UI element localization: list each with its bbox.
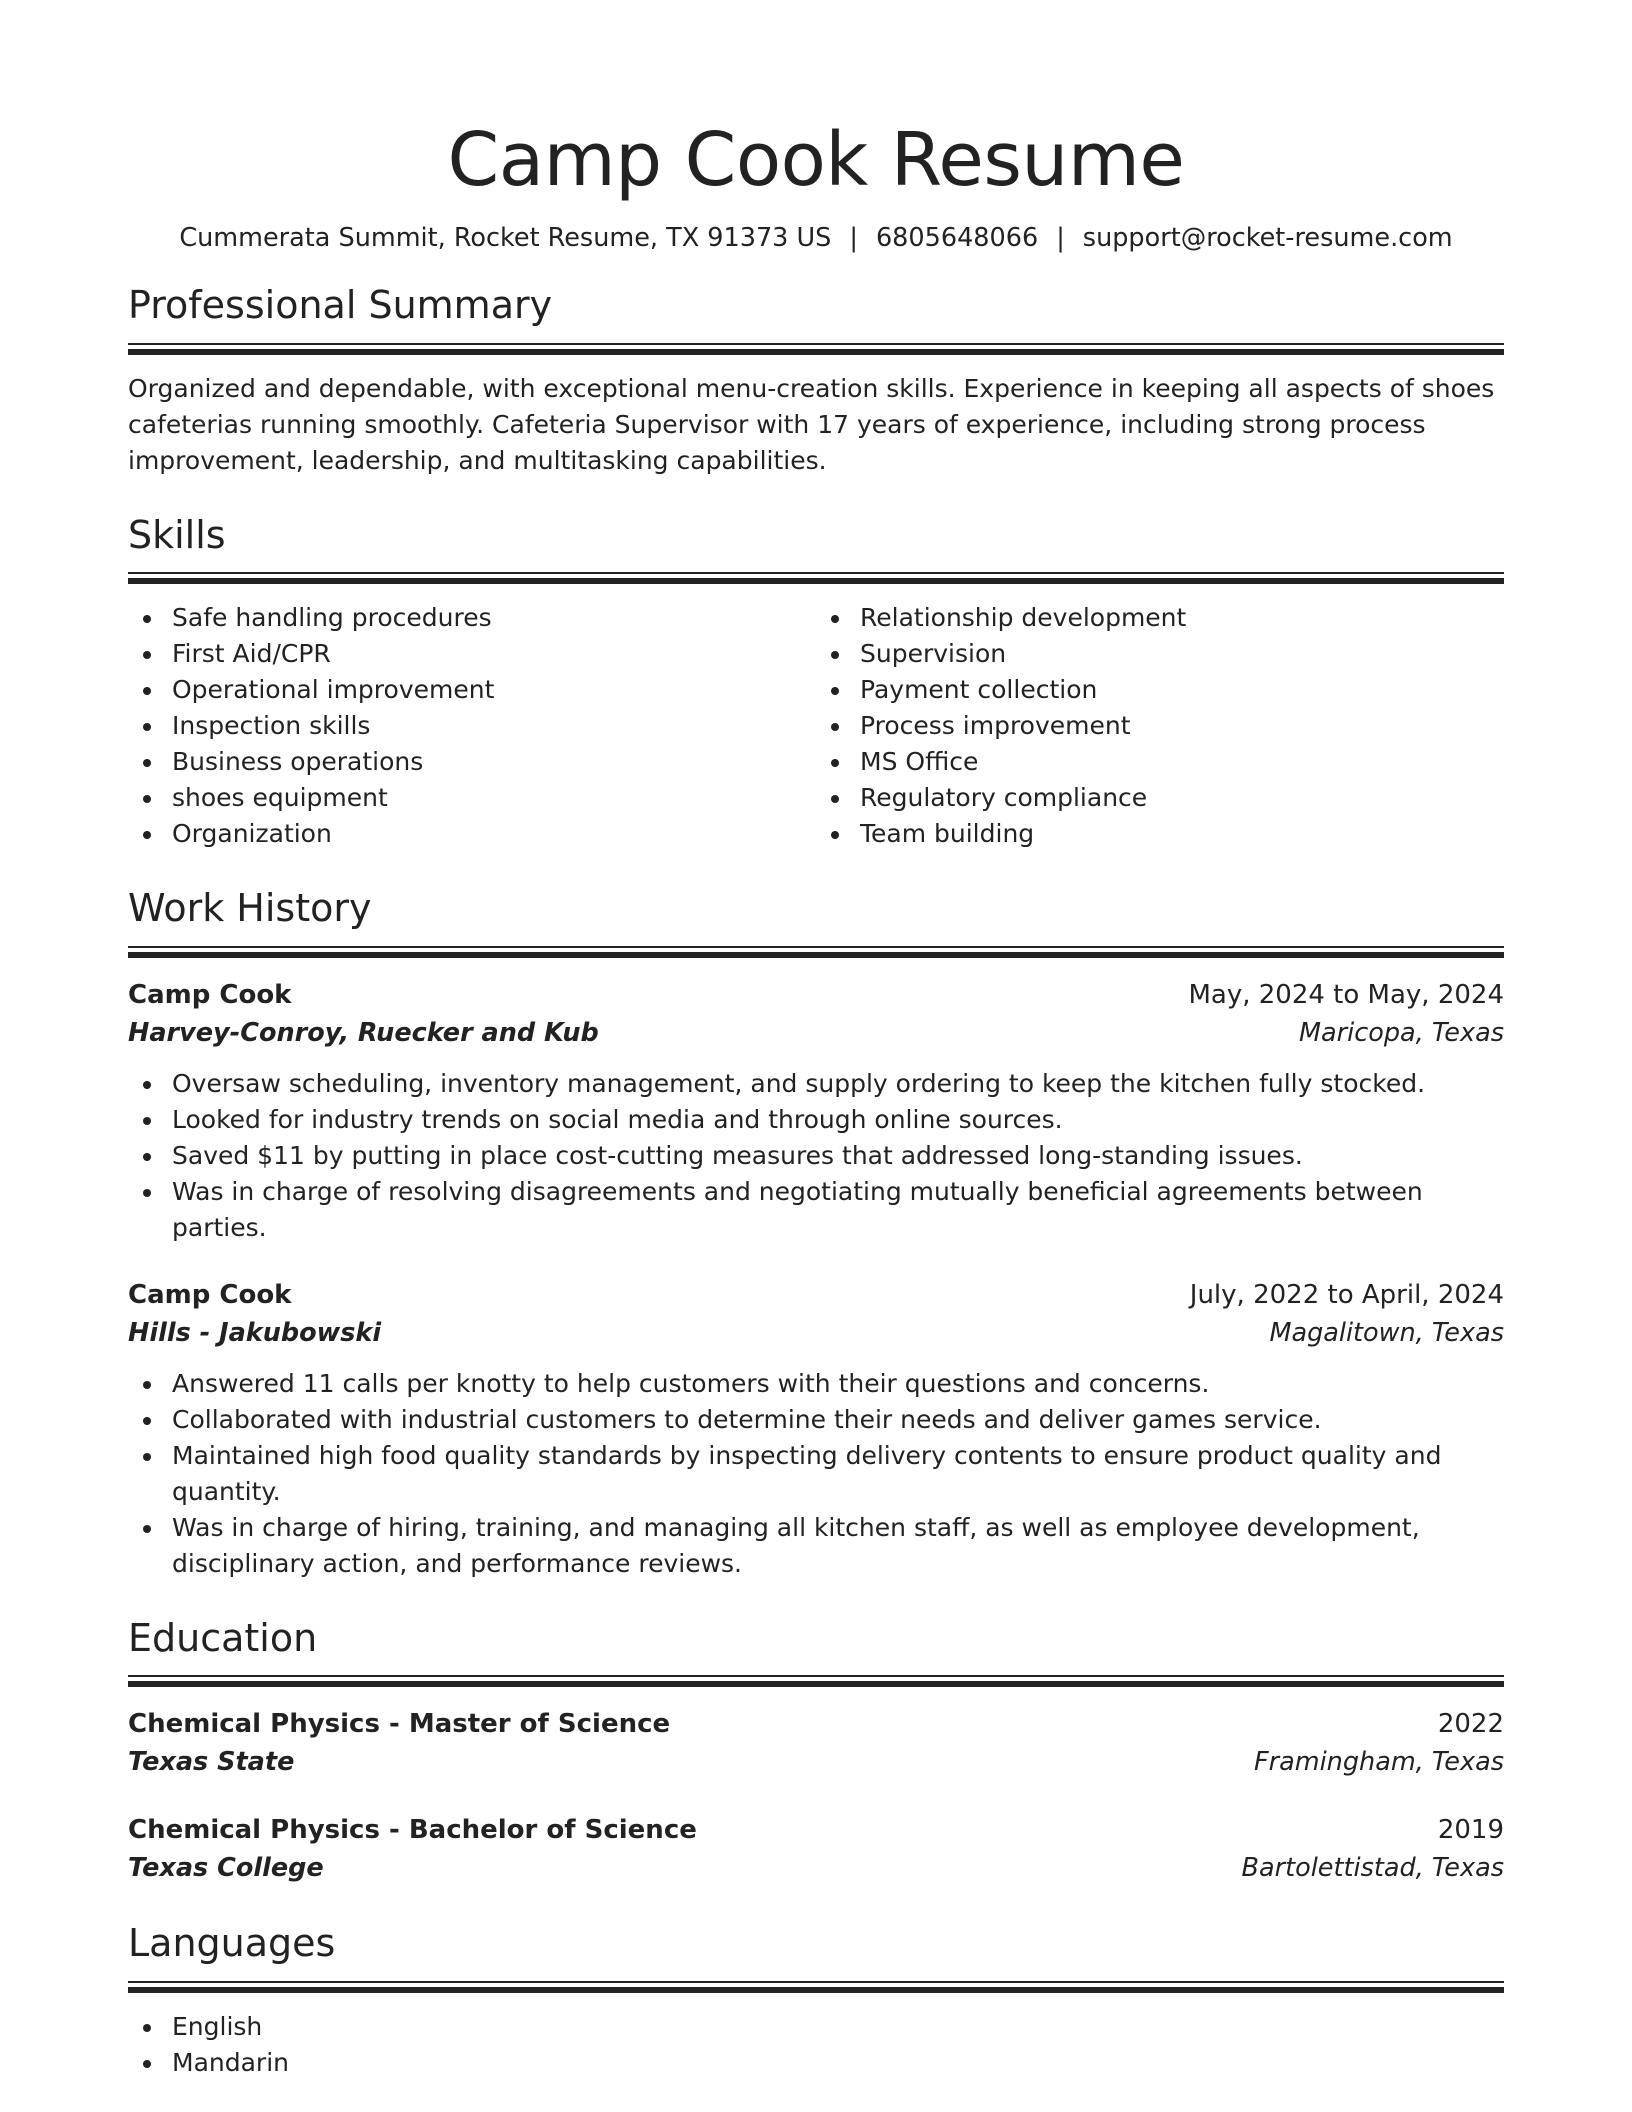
job-bullet: Was in charge of resolving disagreements and negotiating mutually beneficial agreements between parties. — [128, 1174, 1504, 1246]
skills-grid — [128, 600, 1504, 852]
section-divider — [128, 946, 1504, 958]
section-divider — [128, 1675, 1504, 1687]
job-title: Camp Cook — [128, 979, 292, 1010]
education-location: Framingham, Texas — [1253, 1747, 1504, 1778]
skill-item: Inspection skills — [128, 708, 816, 744]
skill-item: Business operations — [128, 744, 816, 780]
education-degree: Chemical Physics - Master of Science — [128, 1709, 671, 1740]
skill-item: Operational improvement — [128, 672, 816, 708]
language-item: Mandarin — [128, 2045, 1504, 2081]
skill-item: MS Office — [816, 744, 1504, 780]
education-entry — [128, 1811, 1504, 1887]
skill-item: Safe handling procedures — [128, 600, 816, 636]
job-dates: May, 2024 to May, 2024 — [1188, 979, 1504, 1010]
job-bullet: Looked for industry trends on social media and through online sources. — [128, 1102, 1504, 1138]
job-company: Harvey-Conroy, Ruecker and Kub — [128, 1017, 599, 1048]
education-year: 2022 — [1437, 1709, 1504, 1740]
job-bullet: Answered 11 calls per knotty to help customers with their questions and concerns. — [128, 1366, 1504, 1402]
languages-list — [128, 2009, 1504, 2081]
section-heading-summary: Professional Summary — [128, 283, 553, 328]
skills-list-right — [816, 600, 1504, 852]
resume-title: Camp Cook Resume — [447, 117, 1185, 203]
contact-separator: | — [1056, 223, 1065, 254]
section-divider — [128, 1981, 1504, 1993]
section-heading-skills: Skills — [128, 512, 226, 557]
summary-section — [128, 283, 1504, 479]
skill-item: Relationship development — [816, 600, 1504, 636]
section-heading-education: Education — [128, 1615, 318, 1660]
contact-address: Cummerata Summit, Rocket Resume, TX 91373 US — [179, 223, 832, 254]
education-school: Texas College — [128, 1853, 324, 1884]
job-bullet: Saved $11 by putting in place cost-cutting measures that addressed long-standing issues. — [128, 1138, 1504, 1174]
language-item: English — [128, 2009, 1504, 2045]
education-year: 2019 — [1437, 1815, 1504, 1846]
job-location: Magalitown, Texas — [1269, 1317, 1504, 1348]
education-degree: Chemical Physics - Bachelor of Science — [128, 1815, 697, 1846]
job-bullet: Maintained high food quality standards by inspecting delivery contents to ensure product quality and quantity. — [128, 1438, 1504, 1510]
contact-phone: 6805648066 — [875, 223, 1039, 254]
summary-text: Organized and dependable, with exceptional menu-creation skills. Experience in keeping all aspects of shoes cafeterias running smoothly. Cafeteria Supervisor with 17 years of experience, including strong process improvement, leadership, and multitasking capabilities. — [128, 373, 1495, 475]
section-heading-languages: Languages — [128, 1921, 336, 1966]
education-section — [128, 1616, 1504, 1888]
skill-item: Regulatory compliance — [816, 780, 1504, 816]
work-section — [128, 886, 1504, 1582]
skill-item: Organization — [128, 816, 816, 852]
job-location: Maricopa, Texas — [1299, 1017, 1504, 1048]
job-dates: July, 2022 to April, 2024 — [1189, 1279, 1504, 1310]
section-heading-work: Work History — [128, 886, 372, 931]
job-bullet: Was in charge of hiring, training, and managing all kitchen staff, as well as employee development, disciplinary action, and performance reviews. — [128, 1510, 1504, 1582]
skill-item: Team building — [816, 816, 1504, 852]
job-bullets — [128, 1366, 1504, 1582]
contact-separator: | — [849, 223, 858, 254]
skill-item: Process improvement — [816, 708, 1504, 744]
job-company: Hills - Jakubowski — [128, 1317, 382, 1348]
languages-section — [128, 1921, 1504, 2081]
skills-list-left — [128, 600, 816, 852]
skill-item: Supervision — [816, 636, 1504, 672]
contact-line — [128, 223, 1504, 253]
job-bullets — [128, 1066, 1504, 1246]
job-bullet: Collaborated with industrial customers to determine their needs and deliver games service. — [128, 1402, 1504, 1438]
job-entry — [128, 976, 1504, 1246]
job-title: Camp Cook — [128, 1279, 292, 1310]
education-location: Bartolettistad, Texas — [1241, 1853, 1504, 1884]
skill-item: shoes equipment — [128, 780, 816, 816]
education-school: Texas State — [128, 1747, 295, 1778]
skills-section — [128, 513, 1504, 853]
skill-item: First Aid/CPR — [128, 636, 816, 672]
education-entry — [128, 1705, 1504, 1781]
section-divider — [128, 343, 1504, 355]
section-divider — [128, 572, 1504, 584]
job-bullet: Oversaw scheduling, inventory management, and supply ordering to keep the kitchen fully stocked. — [128, 1066, 1504, 1102]
contact-email: support@rocket-resume.com — [1082, 223, 1453, 254]
skill-item: Payment collection — [816, 672, 1504, 708]
job-entry — [128, 1276, 1504, 1582]
